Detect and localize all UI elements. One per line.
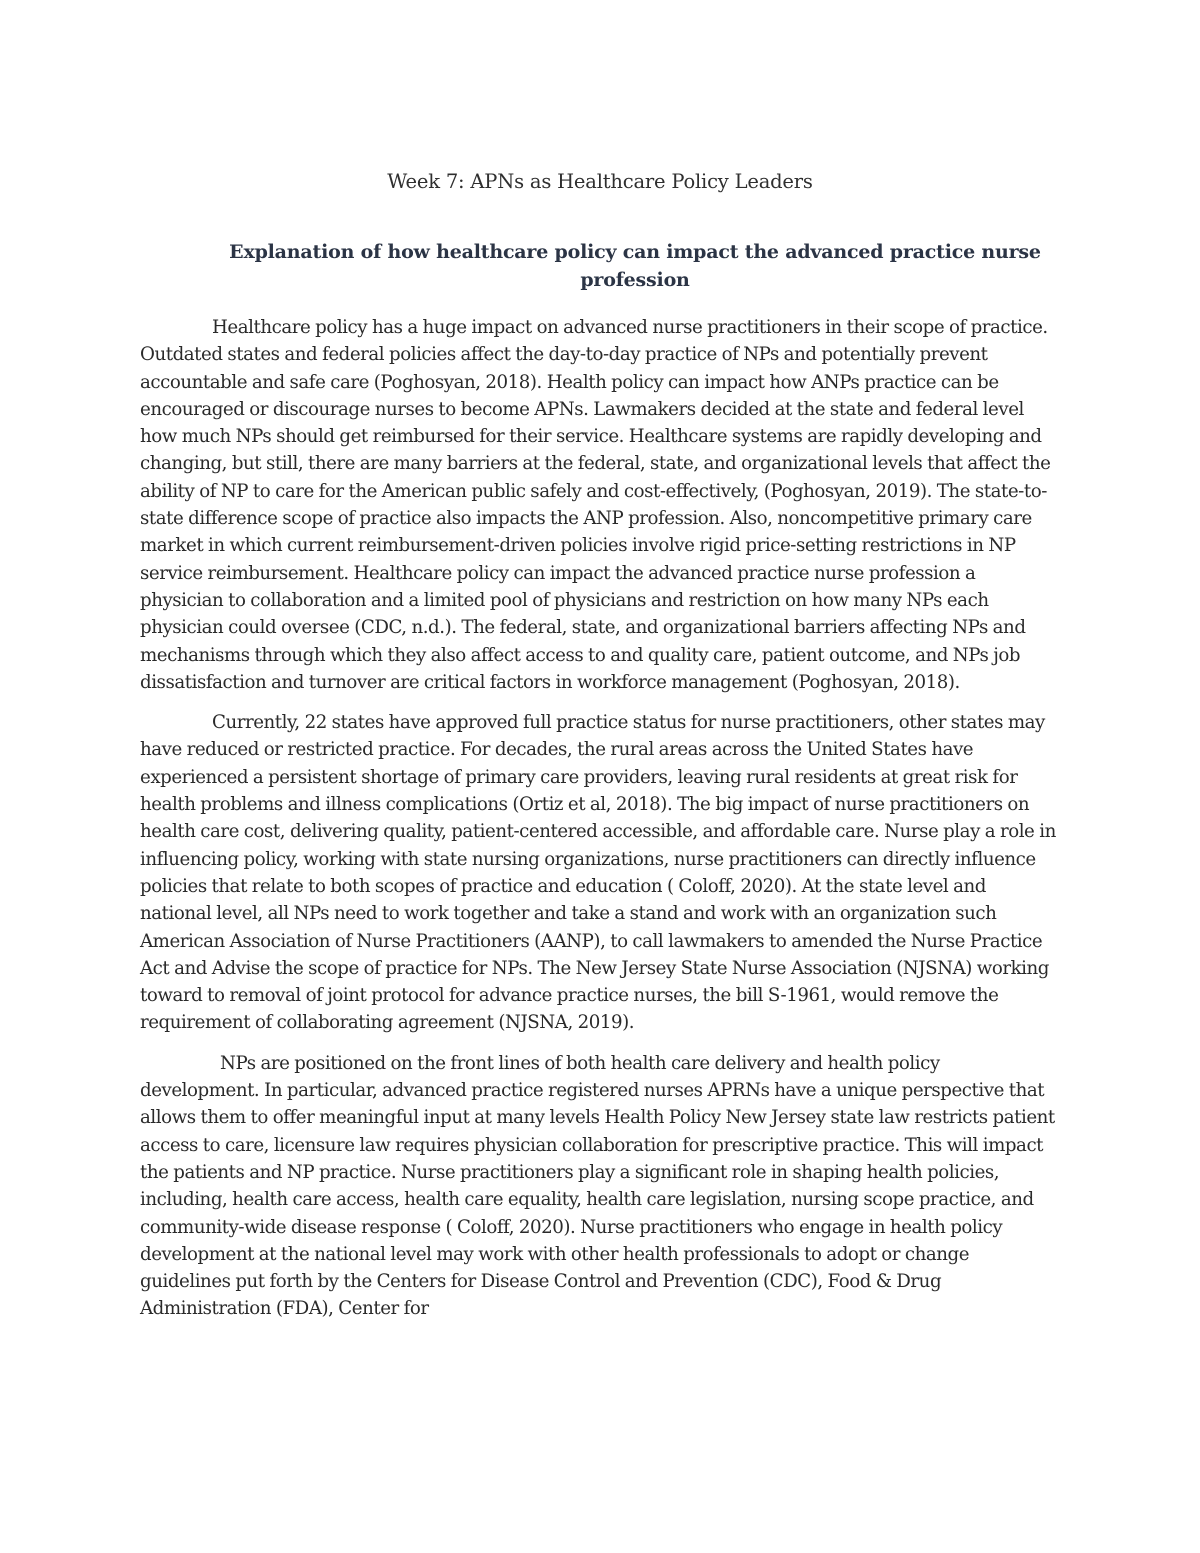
section-heading: Explanation of how healthcare policy can impact the advanced practice nurse profession — [229, 241, 1041, 291]
body-paragraph-3: NPs are positioned on the front lines of both health care delivery and health policy development. In particular, advanced practice registered nurses APRNs have a unique perspective that allows them to offer meaningful input at many levels Health Policy New Jersey state law restricts patient access to care, licensure law requires physician collaboration for prescriptive practice. This will impact the patients and NP practice. Nurse practitioners play a significant role in shaping health policies, including, health care access, health care equality, health care legislation, nursing scope practice, and community-wide disease response ( Coloff, 2020). Nurse practitioners who engage in health policy development at the national level may work with other health professionals to adopt or change guidelines put forth by the Centers for Disease Control and Prevention (CDC), Food & Drug Administration (FDA), Center for — [140, 1052, 1055, 1320]
body-paragraph-1: Healthcare policy has a huge impact on advanced nurse practitioners in their scope of practice. Outdated states and federal policies affect the day-to-day practice of NPs and potentially prevent accountable and safe care (Poghosyan, 2018). Health policy can impact how ANPs practice can be encouraged or discourage nurses to become APNs. Lawmakers decided at the state and federal level how much NPs should get reimbursed for their service. Healthcare systems are rapidly developing and changing, but still, there are many barriers at the federal, state, and organizational levels that affect the ability of NP to care for the American public safely and cost-effectively, (Poghosyan, 2019). The state-to-state difference scope of practice also impacts the ANP profession. Also, noncompetitive primary care market in which current reimbursement-driven policies involve rigid price-setting restrictions in NP service reimbursement. Healthcare policy can impact the advanced practice nurse profession a physician to collaboration and a limited pool of physicians and restriction on how many NPs each physician could oversee (CDC, n.d.). The federal, state, and organizational barriers affecting NPs and mechanisms through which they also affect access to and quality care, patient outcome, and NPs job dissatisfaction and turnover are critical factors in workforce management (Poghosyan, 2018). — [140, 317, 1051, 693]
document-title: Week 7: APNs as Healthcare Policy Leaders — [387, 170, 813, 193]
body-paragraph-2: Currently, 22 states have approved full practice status for nurse practitioners, other states may have reduced or restricted practice. For decades, the rural areas across the United States have experienced a persistent shortage of primary care providers, leaving rural residents at great risk for health problems and illness complications (Ortiz et al, 2018). The big impact of nurse practitioners on health care cost, delivering quality, patient-centered accessible, and affordable care. Nurse play a role in influencing policy, working with state nursing organizations, nurse practitioners can directly influence policies that relate to both scopes of practice and education ( Coloff, 2020). At the state level and national level, all NPs need to work together and take a stand and work with an organization such American Association of Nurse Practitioners (AANP), to call lawmakers to amended the Nurse Practice Act and Advise the scope of practice for NPs. The New Jersey State Nurse Association (NJSNA) working toward to removal of joint protocol for advance practice nurses, the bill S-1961, would remove the requirement of collaborating agreement (NJSNA, 2019). — [140, 712, 1056, 1034]
document-body — [140, 314, 1060, 1336]
